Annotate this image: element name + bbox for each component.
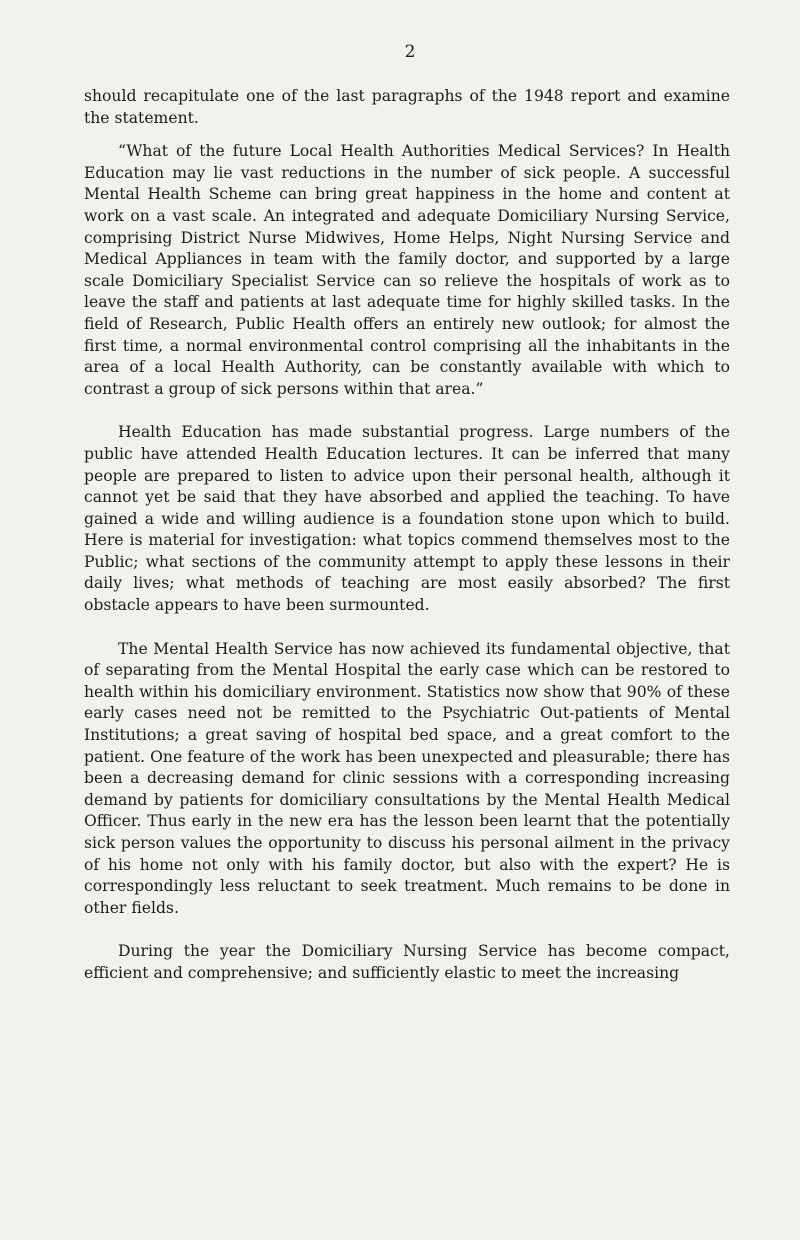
paragraph-domiciliary-nursing: During the year the Domiciliary Nursing Service has become compact, efficient and comprehensive; and sufficiently elastic to meet the increasing (84, 942, 730, 982)
paragraph-intro: should recapitulate one of the last paragraphs of the 1948 report and examine the statement. (84, 87, 730, 127)
paragraph-mental-health: The Mental Health Service has now achieved its fundamental objective, that of separating from the Mental Hospital the early case which can be restored to health within his domiciliary environment. Statistics now show that 90% of these early cases need not be remitted to the Psychiatric Out-patients of Mental Institutions; a great saving of hospital bed space, and a great comfort to the patient. One feature of the work has been unexpected and pleasurable; there has been a decreasing demand for clinic sessions with a corresponding increasing demand by patients for domiciliary consultations by the Mental Health Medical Officer. Thus early in the new era has the lesson been learnt that the potentially sick person values the opportunity to discuss his personal ailment in the privacy of his home not only with his family doctor, but also with the expert? He is correspondingly less reluctant to seek treatment. Much remains to be done in other fields. (84, 639, 730, 917)
paragraph-quotation: “What of the future Local Health Authorities Medical Services? In Health Education may lie vast reductions in the number of sick people. A successful Mental Health Scheme can bring great happiness in the home and content at work on a vast scale. An integrated and adequate Domiciliary Nursing Service, comprising District Nurse Midwives, Home Helps, Night Nursing Service and Medical Appliances in team with the family doctor, and supported by a large scale Domiciliary Specialist Service can so relieve the hospitals of work as to leave the staff and patients at last adequate time for highly skilled tasks. In the field of Research, Public Health offers an entirely new outlook; for almost the first time, a normal environmental control comprising all the inhabitants in the area of a local Health Authority, can be constantly available with which to contrast a group of sick persons within that area.” (84, 142, 730, 398)
body-text (84, 86, 730, 985)
page-number: 2 (404, 42, 416, 62)
paragraph-health-education: Health Education has made substantial progress. Large numbers of the public have attended Health Education lectures. It can be inferred that many people are prepared to listen to advice upon their personal health, although it cannot yet be said that they have absorbed and applied the teaching. To have gained a wide and willing audience is a foundation stone upon which to build. Here is material for investigation: what topics commend themselves most to the Public; what sections of the community attempt to apply these lessons in their daily lives; what methods of teaching are most easily absorbed? The first obstacle appears to have been surmounted. (84, 423, 730, 615)
